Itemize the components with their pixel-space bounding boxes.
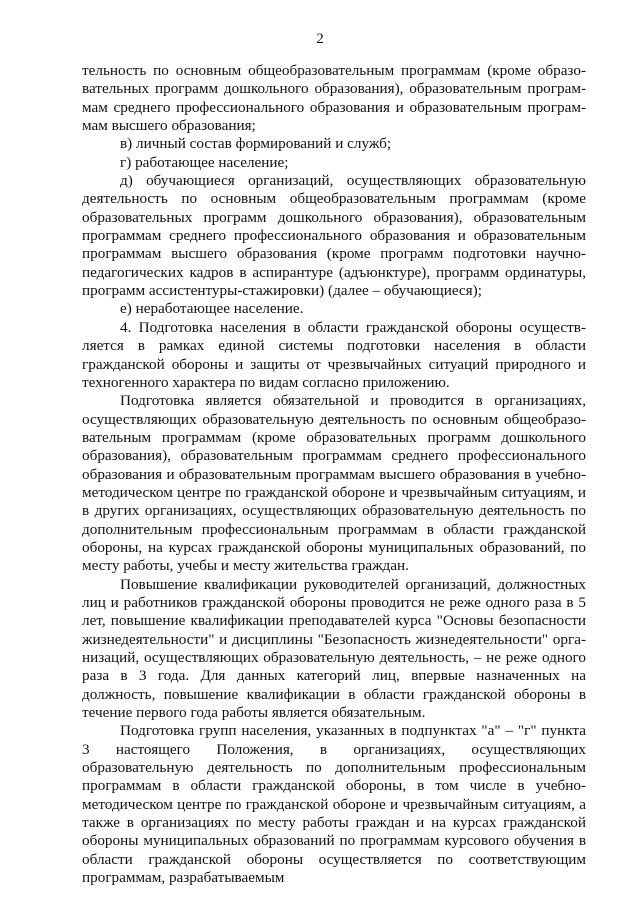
list-item-g: г) работающее население; (120, 153, 289, 171)
paragraph: Подготовка является обязательной и проводится в организациях, осуществляющих образовательную деятельность по основным общеобразовательным программам (кроме образовательных программ дошкольного образования), образовательным программам среднего профессионального образования и образовательным программам высшего образования в учебно-методическом центре по гражданской обороне и чрезвычайным ситуациям, и в других организациях, осуществляющих образовательную деятельность по дополнительным профессиональным программам в области гражданской обороны, на курсах гражданской обороны муниципальных образований, по месту работы, учебы и месту жительства граждан. (82, 392, 586, 575)
paragraph: Подготовка групп населения, указанных в подпунктах "а" – "г" пункта 3 настоящего Положения, в организациях, осуществляющих образовательную деятельность по дополнительным профессиональным программам в области гражданской обороны, в том числе в учебно-методическом центре по гражданской обороне и чрезвычайным ситуациям, а также в организациях по месту работы граждан и на курсах гражданской обороны муниципальных образований по программам курсового обучения в области гражданской обороны осуществляется по соответствующим программам, разрабатываемым (82, 722, 586, 887)
paragraph: Повышение квалификации руководителей организаций, должностных лиц и работников гражданской обороны проводится не реже одного раза в 5 лет, повышение квалификации преподавателей курса "Основы безопасности жизнедеятельности" и дисциплины "Безопасность жизнедеятельности" организаций, осуществляющих образовательную деятельность, – не реже одного раза в 3 года. Для данных категорий лиц, впервые назначенных на должность, повышение квалификации в области гражданской обороны в течение первого года работы является обязательным. (82, 575, 586, 722)
list-item-d: д) обучающиеся организаций, осуществляющих образовательную деятельность по основным общеобразовательным программам (кроме образовательных программ дошкольного образования), образовательным программам среднего профессионального образования и образовательным программам высшего образования (кроме программ подготовки научно-педагогических кадров в аспирантуре (адъюнктуре), программ ординатуры, программ ассистентуры-стажировки) (далее – обучающиеся); (82, 172, 586, 300)
document-body (82, 62, 586, 887)
paragraph-continuation: тельность по основным общеобразовательным программам (кроме образовательных программ дошкольного образования), образовательным программам среднего профессионального образования и образовательным программам высшего образования; (82, 62, 586, 135)
page-number: 2 (316, 31, 324, 47)
list-item-v: в) личный состав формирований и служб; (120, 135, 392, 153)
list-item-e: е) неработающее население. (120, 300, 304, 318)
clause-4: 4. Подготовка населения в области гражданской обороны осуществляется в рамках единой системы подготовки населения в области гражданской обороны и защиты от чрезвычайных ситуаций природного и техногенного характера по видам согласно приложению. (82, 318, 586, 391)
